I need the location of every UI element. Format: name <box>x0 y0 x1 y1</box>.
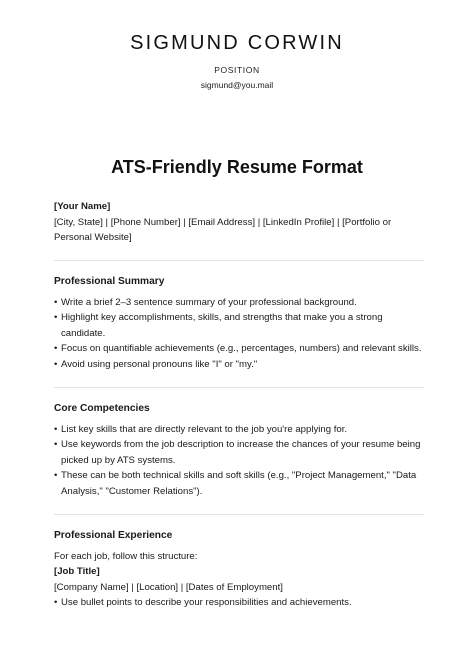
experience-heading: Professional Experience <box>54 530 173 541</box>
contact-block <box>54 199 424 246</box>
competencies-heading: Core Competencies <box>54 403 150 414</box>
document-title: ATS-Friendly Resume Format <box>111 157 363 177</box>
competencies-section <box>54 401 424 500</box>
divider <box>54 387 424 388</box>
job-title-placeholder: [Job Title] <box>54 566 100 578</box>
divider <box>54 514 424 515</box>
experience-section <box>54 528 424 611</box>
experience-list <box>54 595 424 611</box>
list-item: • These can be both technical skills and soft skills (e.g., "Project Management," "Data Analysis," "Customer Relations"). <box>54 468 424 499</box>
list-item: • Focus on quantifiable achievements (e.g., percentages, numbers) and relevant skills. <box>54 341 424 357</box>
divider <box>54 260 424 261</box>
summary-list <box>54 295 424 373</box>
contact-details: [City, State] | [Phone Number] | [Email Address] | [LinkedIn Profile] | [Portfolio or Personal Website] <box>54 216 392 244</box>
summary-section <box>54 274 424 373</box>
competencies-list <box>54 422 424 500</box>
list-item: • Use bullet points to describe your responsibilities and achievements. <box>54 595 424 611</box>
header-email: sigmund@you.mail <box>200 80 274 90</box>
list-item: • Avoid using personal pronouns like "I" or "my." <box>54 357 424 373</box>
list-item: • Highlight key accomplishments, skills, and strengths that make you a strong candidate. <box>54 310 424 341</box>
experience-intro: For each job, follow this structure: <box>54 550 198 562</box>
list-item: • List key skills that are directly relevant to the job you're applying for. <box>54 422 424 438</box>
list-item: • Write a brief 2–3 sentence summary of your professional background. <box>54 295 424 311</box>
list-item: • Use keywords from the job description to increase the chances of your resume being picked up by ATS systems. <box>54 437 424 468</box>
contact-name-placeholder: [Your Name] <box>54 201 111 212</box>
company-line: [Company Name] | [Location] | [Dates of Employment] <box>54 581 283 593</box>
header-position: POSITION <box>214 65 260 75</box>
summary-heading: Professional Summary <box>54 276 165 287</box>
header-name: SIGMUND CORWIN <box>130 32 344 54</box>
